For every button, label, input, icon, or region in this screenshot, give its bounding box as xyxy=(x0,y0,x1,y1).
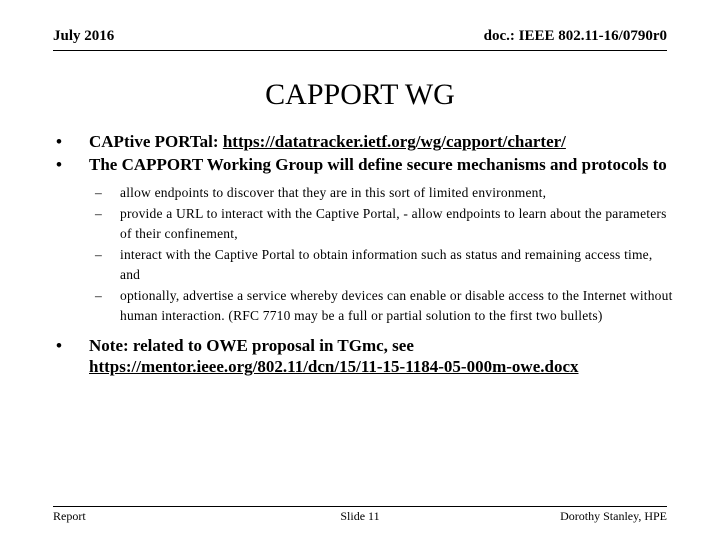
slide-number: Slide 11 xyxy=(340,509,380,523)
sub-bullet-list xyxy=(95,183,676,326)
footer-divider xyxy=(53,506,667,507)
dash-marker: – xyxy=(95,185,102,200)
bullet-capport-charter xyxy=(56,131,676,152)
bullet-working-group xyxy=(56,154,676,175)
footer-author: Dorothy Stanley, HPE xyxy=(560,509,667,523)
sub-bullet-item xyxy=(95,245,676,285)
dash-marker: – xyxy=(95,247,102,262)
bullet-marker: • xyxy=(56,336,62,355)
slide-body xyxy=(56,131,676,379)
sub-bullet-text: optionally, advertise a service whereby devices can enable or disable access to the Internet without human interaction. (RFC 7710 may be a full or partial solution to the first two bullets) xyxy=(120,288,673,323)
bullet-marker: • xyxy=(56,155,62,174)
sub-bullet-text: provide a URL to interact with the Captive Portal, - allow endpoints to learn about the parameters of their confinement, xyxy=(120,206,667,241)
note-text: Note: related to OWE proposal in TGmc, see xyxy=(89,336,414,355)
charter-link[interactable]: https://datatracker.ietf.org/wg/capport/charter/ xyxy=(222,132,566,151)
bullet-text: The CAPPORT Working Group will define secure mechanisms and protocols to xyxy=(89,155,667,174)
slide-title: CAPPORT WG xyxy=(265,78,455,111)
header-divider xyxy=(53,50,667,51)
sub-bullet-item xyxy=(95,286,676,326)
header-doc-id: doc.: IEEE 802.11-16/0790r0 xyxy=(483,28,667,44)
sub-bullet-text: interact with the Captive Portal to obtain information such as status and remaining access time, and xyxy=(120,247,653,282)
sub-bullet-text: allow endpoints to discover that they are in this sort of limited environment, xyxy=(120,185,547,200)
bullet-text: CAPtive PORTal: xyxy=(89,132,223,151)
bullet-owe-note xyxy=(56,335,676,377)
owe-doc-link[interactable]: https://mentor.ieee.org/802.11/dcn/15/11-15-1184-05-000m-owe.docx xyxy=(89,357,579,376)
dash-marker: – xyxy=(95,288,102,303)
header-date: July 2016 xyxy=(53,28,115,44)
dash-marker: – xyxy=(95,206,102,221)
bullet-marker: • xyxy=(56,132,62,151)
sub-bullet-item xyxy=(95,204,676,244)
footer-label: Report xyxy=(53,509,86,523)
sub-bullet-item xyxy=(95,183,676,203)
